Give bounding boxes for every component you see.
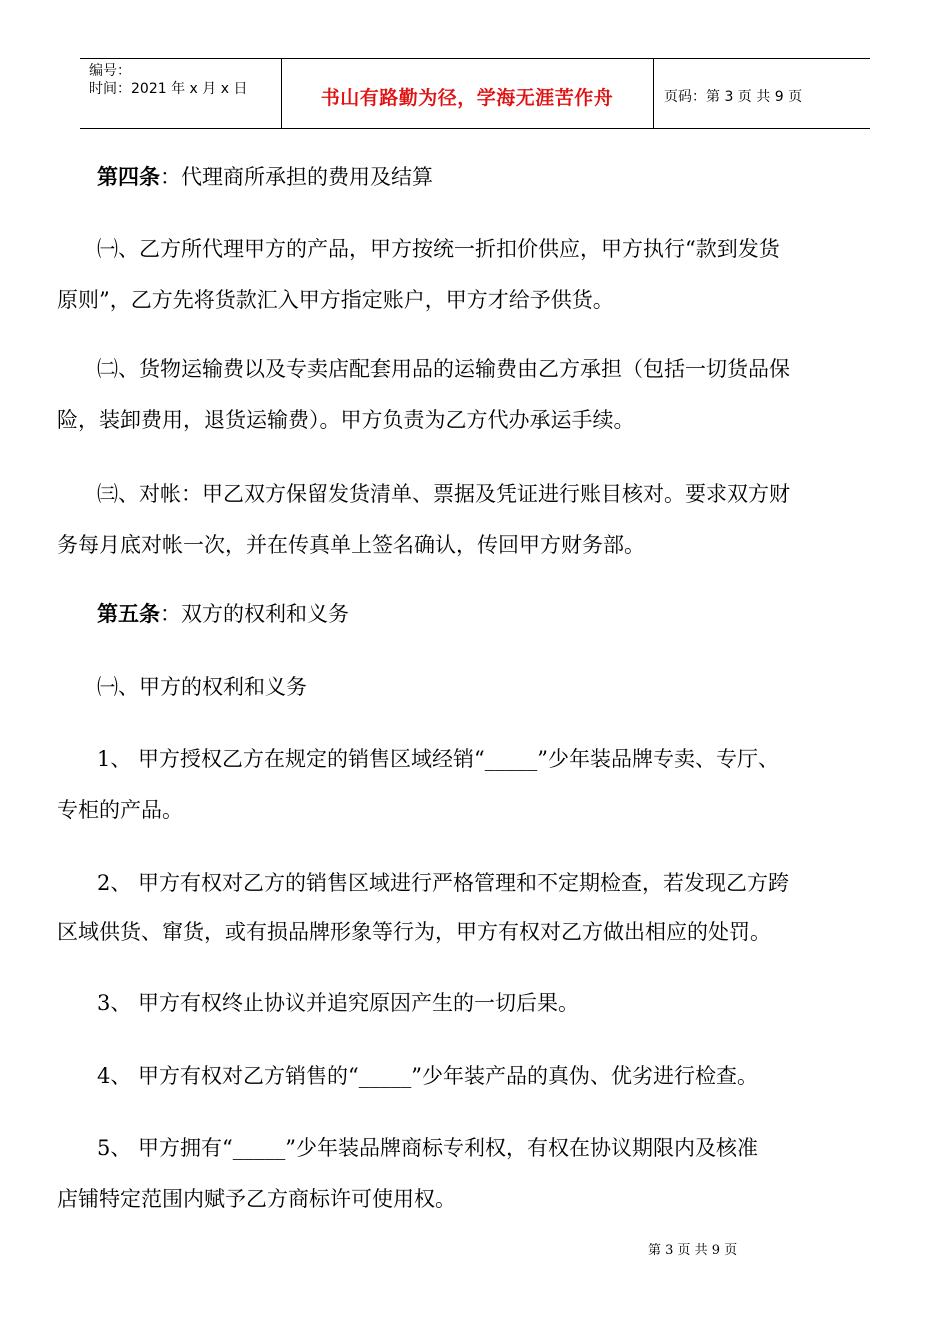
section-heading: ㈠、甲方的权利和义务 (97, 675, 307, 699)
document-header (80, 58, 870, 129)
paragraph-line: 务每月底对帐一次，并在传真单上签名确认，传回甲方财务部。 (57, 533, 645, 557)
list-item-line: 店铺特定范围内赋予乙方商标许可使用权。 (57, 1187, 456, 1211)
list-item-line: 2、 甲方有权对乙方的销售区域进行严格管理和不定期检查，若发现乙方跨 (97, 871, 790, 895)
paragraph-line: ㈢、对帐：甲乙双方保留发货清单、票据及凭证进行账目核对。要求双方财 (97, 482, 790, 506)
paragraph-line: ㈠、乙方所代理甲方的产品，甲方按统一折扣价供应，甲方执行“款到发货 (97, 237, 780, 261)
article-4-title: 第四条 (97, 165, 160, 189)
list-item-line: 5、 甲方拥有“_____”少年装品牌商标专利权，有权在协议期限内及核准 (97, 1136, 759, 1160)
document-number-label: 编号： (89, 63, 131, 79)
article-4-text: ：代理商所承担的费用及结算 (160, 165, 433, 189)
page-footer: 第 3 页 共 9 页 (648, 1243, 738, 1258)
document-date: 时间：2021 年 x 月 x 日 (89, 81, 248, 97)
article-4-heading (97, 162, 929, 192)
article-5-title: 第五条 (97, 602, 160, 626)
header-page-cell (654, 59, 870, 128)
paragraph-line: 原则”，乙方先将货款汇入甲方指定账户，甲方才给予供货。 (57, 288, 614, 312)
list-item-line: 专柜的产品。 (57, 798, 183, 822)
header-motto: 书山有路勤为径，学海无涯苦作舟 (320, 87, 614, 109)
article-5-heading (97, 599, 929, 629)
header-meta-cell (80, 59, 282, 128)
header-motto-cell (281, 59, 654, 128)
paragraph-line: ㈡、货物运输费以及专卖店配套用品的运输费由乙方承担（包括一切货品保 (97, 357, 790, 381)
list-item-line: 区域供货、窜货，或有损品牌形象等行为，甲方有权对乙方做出相应的处罚。 (57, 920, 771, 944)
list-item-line: 4、 甲方有权对乙方销售的“_____”少年装产品的真伪、优劣进行检查。 (97, 1064, 759, 1088)
list-item-line: 3、 甲方有权终止协议并追究原因产生的一切后果。 (97, 991, 580, 1015)
list-item-line: 1、 甲方授权乙方在规定的销售区域经销“_____”少年装品牌专卖、专厅、 (97, 747, 780, 771)
article-5-text: ：双方的权利和义务 (160, 602, 349, 626)
paragraph-line: 险，装卸费用，退货运输费）。甲方负责为乙方代办承运手续。 (57, 408, 635, 432)
header-page-info: 页码：第 3 页 共 9 页 (664, 89, 803, 105)
